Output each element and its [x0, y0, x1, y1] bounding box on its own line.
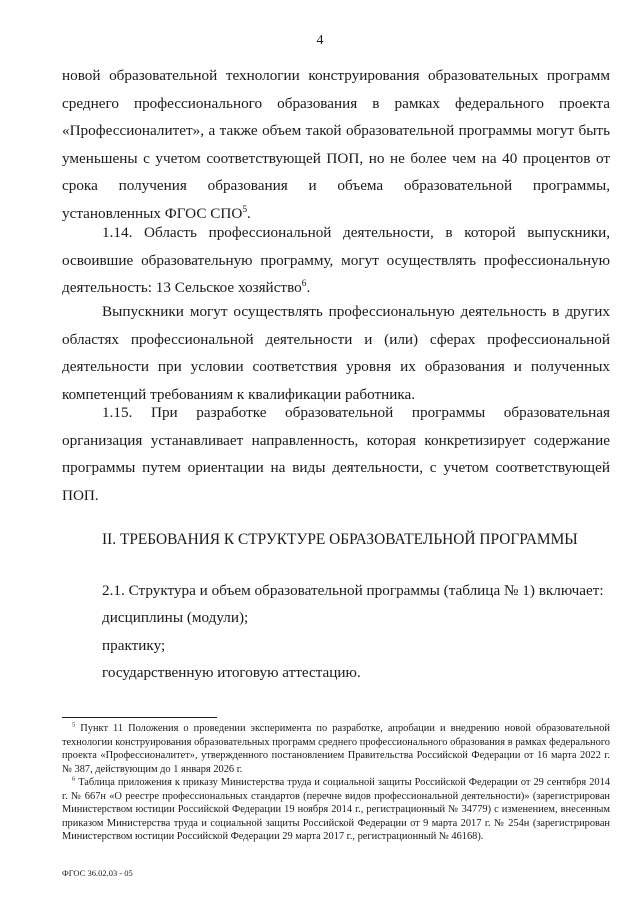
- footnote-5: [62, 722, 610, 776]
- paragraph-1-14: 1.14. Область профессиональной деятельности, в которой выпускники, освоившие образовательную программу, могут осуществлять профессиональную деятельность: 13 Сельское хозяйство$^6$.: [62, 224, 610, 297]
- structure-item: дисциплины (модули);: [102, 609, 249, 626]
- paragraph-text: 1.14. Область профессиональной деятельности, в которой выпускники, освоившие образовательную программу, могут осуществлять профессиональную деятельность: 13 Сельское хозяйство: [62, 224, 610, 297]
- paragraph-text: новой образовательной технологии конструирования образовательных программ среднего профессионального образования в рамках федерального проекта «Профессионалитет», а также объем такой образовательной программы могут быть уменьшены с учетом соответствующей ПОП, но не более чем на 40 процентов от срока получения образования и объема образовательной программы, установленных ФГОС СПО: [62, 67, 610, 222]
- footnote-text: Таблица приложения к приказу Министерства труда и социальной защиты Российской Федерации от 29 сентября 2014 г. № 667н «О реестре профессиональных стандартов (перечне видов профессиональной деятельности)» (зарегистрирован Министерством юстиции Российской Федерации 19 ноября 2014 г., регистрационный № 34779) с изменением, внесенным приказом Министерства труда и социальной защиты Российской Федерации от 9 марта 2017 г. № 254н (зарегистрирован Министерством юстиции Российской Федерации 29 марта 2017 г., регистрационный № 46168).: [62, 777, 610, 843]
- paragraph-continuation: новой образовательной технологии конструирования образовательных программ среднего профессионального образования в рамках федерального проекта «Профессионалитет», а также объем такой образовательной программы могут быть уменьшены с учетом соответствующей ПОП, но не более чем на 40 процентов от срока получения образования и объема образовательной программы, установленных ФГОС СПО$^5$.: [62, 67, 610, 222]
- footnote-6: [62, 776, 610, 844]
- section-heading: II. ТРЕБОВАНИЯ К СТРУКТУРЕ ОБРАЗОВАТЕЛЬНОЙ ПРОГРАММЫ: [102, 531, 578, 548]
- page-number: 4: [316, 33, 324, 48]
- footnote-reference: 5: [242, 204, 248, 215]
- footnote-text: Пункт 11 Положения о проведении эксперимента по разработке, апробации и внедрению новой образовательной технологии конструирования образовательных программ среднего профессионального образования в рамках федерального проекта «Профессионалитет», утвержденного постановлением Правительства Российской Федерации от 16 марта 2022 г. № 387, действующим до 1 января 2026 г.: [62, 723, 610, 775]
- footnote-divider: [62, 717, 217, 718]
- footnote-reference: 6: [301, 279, 307, 290]
- document-code: ФГОС 36.02.03 - 05: [62, 868, 133, 878]
- structure-item: практику;: [102, 637, 166, 654]
- paragraph-graduates: Выпускники могут осуществлять профессиональную деятельность в других областях профессиональной деятельности и (или) сферах профессиональной деятельности при условии соответствия уровня их образования и полученных компетенций требованиям к квалификации работника.: [62, 303, 610, 403]
- structure-item: государственную итоговую аттестацию.: [102, 664, 361, 681]
- footnote-mark: 5: [72, 721, 76, 729]
- structure-intro: 2.1. Структура и объем образовательной программы (таблица № 1) включает:: [102, 582, 604, 599]
- paragraph-1-15: 1.15. При разработке образовательной программы образовательная организация устанавливает направленность, которая конкретизирует содержание программы путем ориентации на виды деятельности, с учетом соответствующей ПОП.: [62, 404, 610, 504]
- footnote-mark: 6: [72, 775, 76, 783]
